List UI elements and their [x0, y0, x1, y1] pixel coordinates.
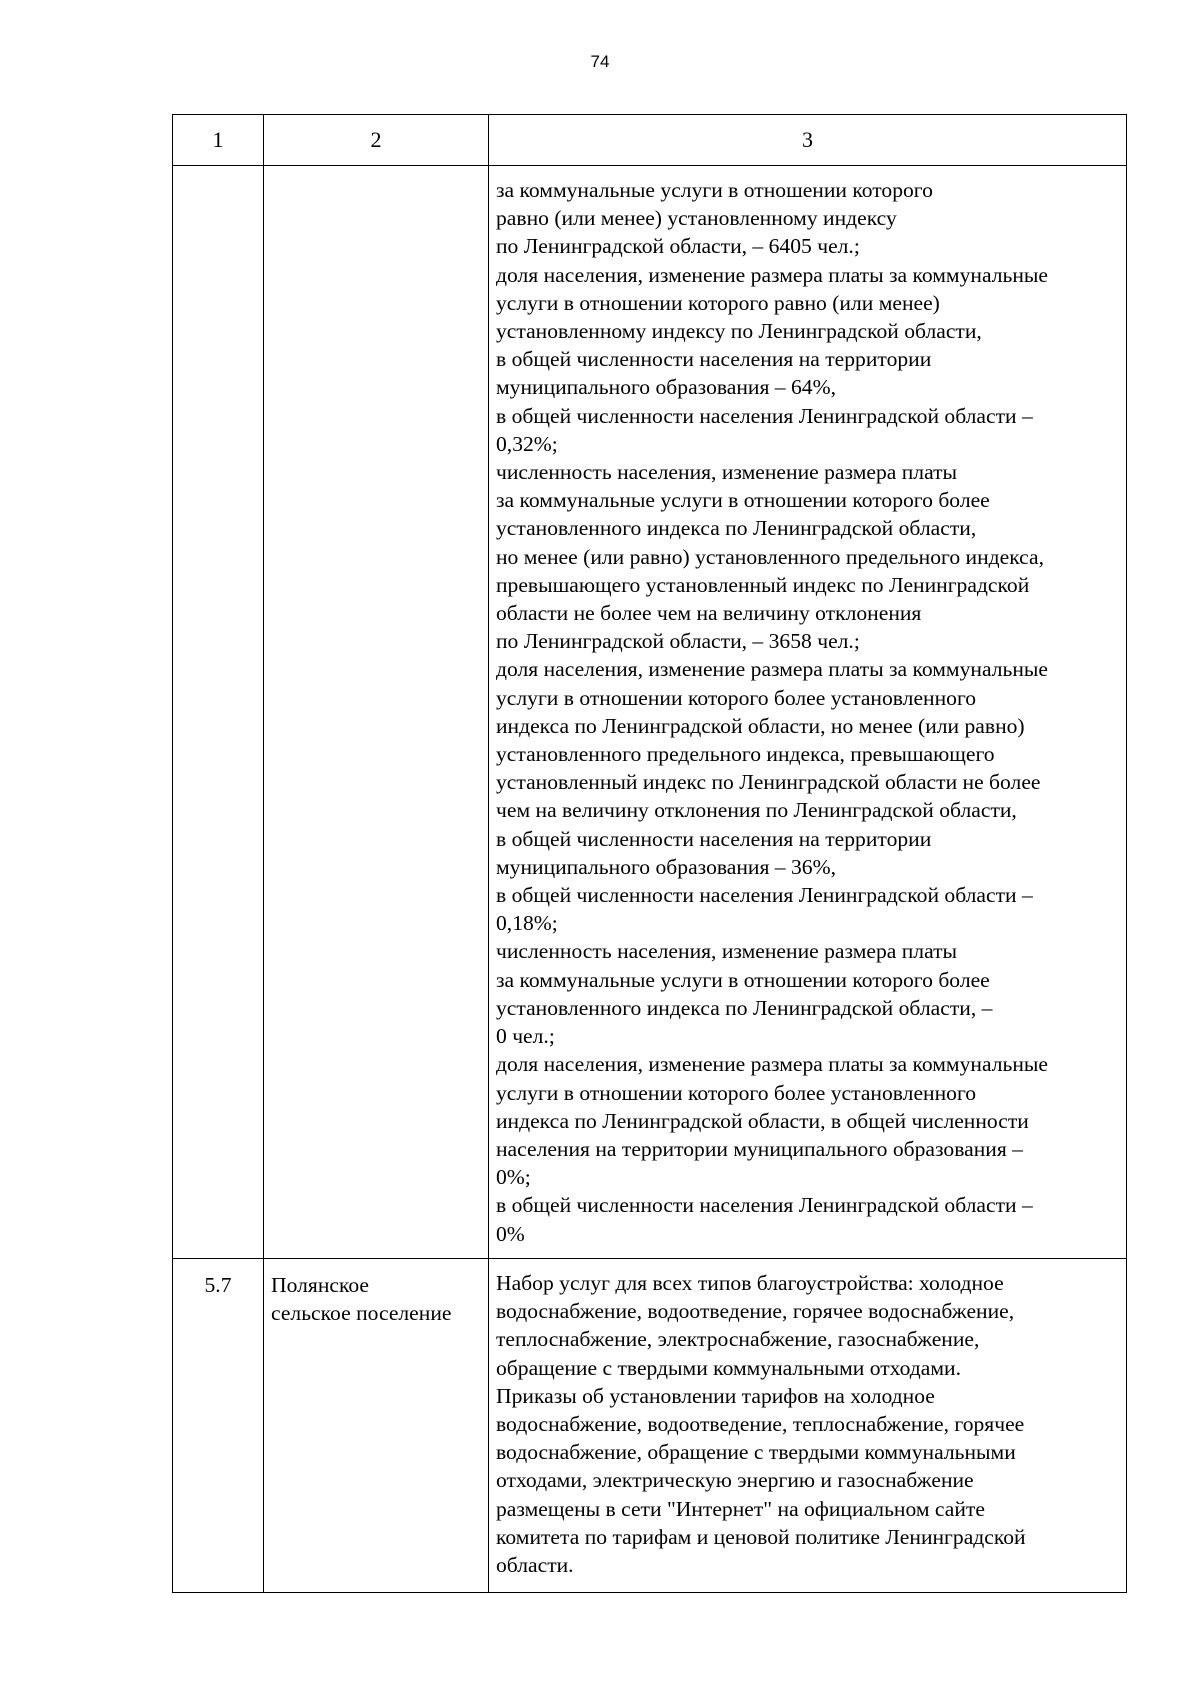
text-line: за коммунальные услуги в отношении которого более: [496, 967, 990, 992]
row-continuation-col-2: [264, 166, 489, 1259]
text-line: Приказы об установлении тарифов на холодное: [496, 1383, 935, 1408]
text-line: численность населения, изменение размера платы: [496, 460, 958, 485]
text-line: населения на территории муниципального образования –: [496, 1136, 1023, 1161]
text-line: доля населения, изменение размера платы за коммунальные: [496, 262, 1049, 287]
text-line: муниципального образования – 64%,: [496, 375, 836, 400]
row-number: 5.7: [173, 1259, 264, 1593]
text-line: отходами, электрическую энергию и газоснабжение: [496, 1468, 974, 1493]
text-line: услуги в отношении которого равно (или менее): [496, 290, 940, 315]
text-line: по Ленинградской области, – 6405 чел.;: [496, 234, 860, 259]
header-col-1: 1: [173, 115, 264, 166]
text-line: но менее (или равно) установленного предельного индекса,: [496, 544, 1045, 569]
text-line: установленному индексу по Ленинградской области,: [496, 319, 982, 344]
text-line: установленного предельного индекса, превышающего: [496, 742, 995, 767]
text-line: в общей численности населения Ленинградской области –: [496, 883, 1033, 908]
text-line: численность населения, изменение размера платы: [496, 939, 958, 964]
text-line: услуги в отношении которого более установленного: [496, 1080, 977, 1105]
text-line: размещены в сети "Интернет" на официальном сайте: [496, 1496, 985, 1521]
text-line: области.: [496, 1553, 574, 1578]
text-line: водоснабжение, водоотведение, теплоснабжение, горячее: [496, 1412, 1025, 1437]
text-line: чем на величину отклонения по Ленинградской области,: [496, 798, 1017, 823]
text-line: 0%;: [496, 1165, 531, 1190]
text-line: водоснабжение, водоотведение, горячее водоснабжение,: [496, 1299, 1015, 1324]
text-line: обращение с твердыми коммунальными отходами.: [496, 1355, 962, 1380]
text-line: установленного индекса по Ленинградской области, –: [496, 995, 993, 1020]
text-line: в общей численности населения на территории: [496, 347, 932, 372]
text-line: доля населения, изменение размера платы за коммунальные: [496, 657, 1049, 682]
page-number: 74: [590, 52, 610, 71]
text-line: в общей численности населения на территории: [496, 826, 932, 851]
row-continuation-col-3: [489, 166, 1127, 1259]
table-row-continuation: [173, 166, 1127, 1259]
text-line: 0 чел.;: [496, 1024, 555, 1049]
table-header-row: [173, 115, 1127, 166]
text-line: сельское поселение: [271, 1301, 452, 1326]
text-line: муниципального образования – 36%,: [496, 854, 836, 879]
text-line: 0,18%;: [496, 911, 558, 936]
text-line: установленный индекс по Ленинградской области не более: [496, 770, 1041, 795]
settlement-name: [264, 1259, 489, 1593]
row-5-7-description: [489, 1259, 1127, 1593]
header-col-2: 2: [264, 115, 489, 166]
text-line: водоснабжение, обращение с твердыми коммунальными: [496, 1440, 1016, 1465]
text-line: по Ленинградской области, – 3658 чел.;: [496, 629, 860, 654]
text-line: индекса по Ленинградской области, но менее (или равно): [496, 713, 1025, 738]
text-line: области не более чем на величину отклонения: [496, 601, 922, 626]
text-line: в общей численности населения Ленинградской области –: [496, 403, 1033, 428]
text-line: комитета по тарифам и ценовой политике Ленинградской: [496, 1524, 1026, 1549]
header-col-3: 3: [489, 115, 1127, 166]
text-line: 0%: [496, 1221, 525, 1246]
table-row-5-7: [173, 1259, 1127, 1593]
text-line: в общей численности населения Ленинградской области –: [496, 1193, 1033, 1218]
text-line: за коммунальные услуги в отношении которого более: [496, 488, 990, 513]
text-line: равно (или менее) установленному индексу: [496, 206, 897, 231]
text-line: 0,32%;: [496, 431, 558, 456]
document-table: [172, 114, 1127, 1593]
row-continuation-col-1: [173, 166, 264, 1259]
text-line: за коммунальные услуги в отношении которого: [496, 178, 933, 202]
text-line: установленного индекса по Ленинградской области,: [496, 516, 977, 541]
text-line: превышающего установленный индекс по Ленинградской: [496, 572, 1030, 597]
text-line: теплоснабжение, электроснабжение, газоснабжение,: [496, 1327, 980, 1352]
text-line: Набор услуг для всех типов благоустройства: холодное: [496, 1271, 1004, 1295]
text-line: услуги в отношении которого более установленного: [496, 685, 977, 710]
text-line: индекса по Ленинградской области, в общей численности: [496, 1108, 1029, 1133]
text-line: доля населения, изменение размера платы за коммунальные: [496, 1052, 1049, 1077]
text-line: Полянское: [271, 1273, 369, 1297]
